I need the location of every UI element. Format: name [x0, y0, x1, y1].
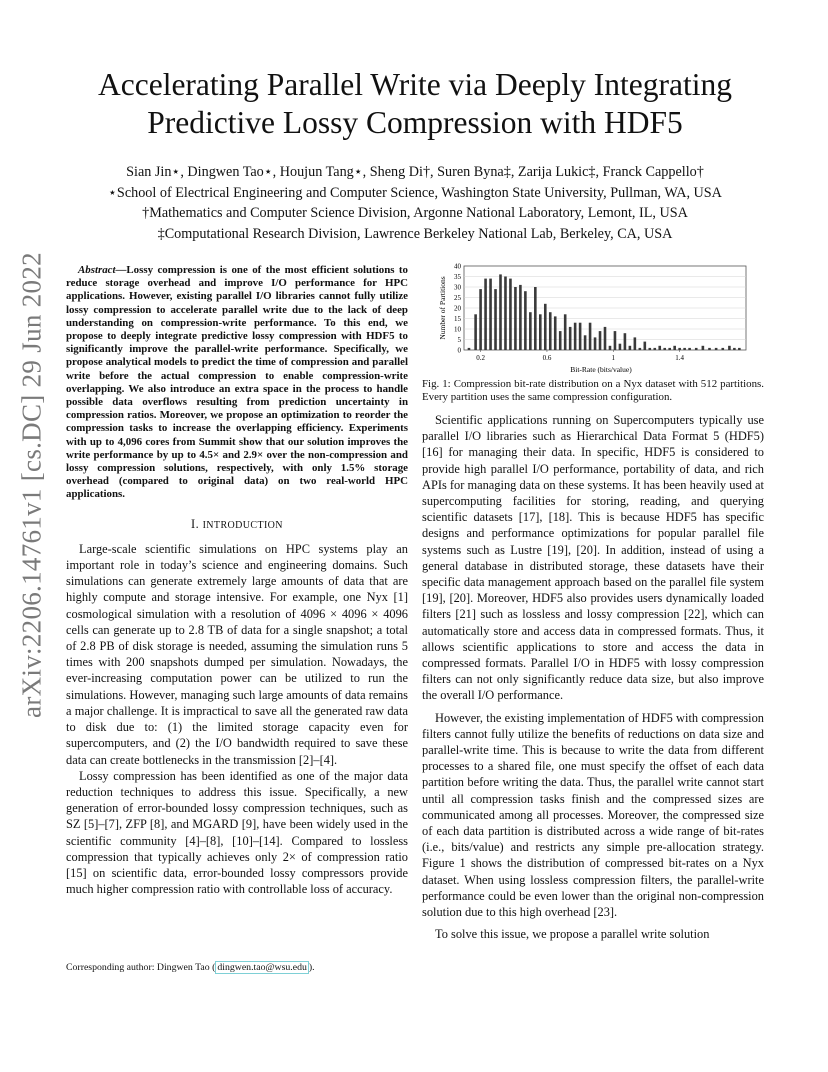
figure-1-caption: Fig. 1: Compression bit-rate distribution on a Nyx dataset with 512 partitions. Every partition uses the same compression configuration.	[422, 378, 764, 404]
section-title: INTRODUCTION	[202, 519, 283, 531]
section-number: I.	[191, 516, 200, 531]
abstract-text: —Lossy compression is one of the most efficient solutions to reduce storage overhead and improve I/O performance for HPC applications. However, existing parallel I/O libraries cannot fully utilize lossy compression to accelerate parallel write due to the lack of deep understanding on compression-write performance. To this end, we propose to deeply integrate predictive lossy compression with HDF5 to significantly improve the parallel-write performance. Specifically, we propose analytical models to predict the time of compression and parallel write before the actual compression to enable compression-write overlapping. We also introduce an extra space in the process to handle possible data overflows resulting from prediction uncertainty in compression ratios. Moreover, we propose an optimization to reorder the compression tasks to increase the overlapping efficiency. Experiments with up to 4,096 cores from Summit show that our solution improves the write performance by up to 4.5× and 2.9× over the non-compression and lossy compression solutions, respectively, with only 1.5% storage overhead (compared to original data) on two real-world HPC applications.	[66, 264, 408, 501]
histogram-bar	[648, 348, 651, 350]
histogram-bar	[489, 279, 492, 350]
histogram-bar	[599, 331, 602, 350]
histogram-bar	[594, 337, 597, 350]
histogram-bar	[468, 348, 471, 350]
histogram-bar	[629, 346, 632, 350]
histogram-bar	[715, 348, 718, 350]
y-tick-label: 25	[454, 294, 461, 302]
right-paragraph-3: To solve this issue, we propose a parallel write solution	[435, 927, 710, 942]
histogram-bar	[584, 335, 587, 350]
histogram-bar	[544, 304, 547, 350]
histogram-bar	[702, 346, 705, 350]
histogram-bar	[688, 348, 691, 350]
right-paragraph-1: Scientific applications running on Supercomputers typically use parallel I/O libraries such as Hierarchical Data Format 5 (HDF5) [16] for managing their data. In specific, HDF5 is considered to provide high parallel I/O performance, portability of data, and rich APIs for managing data on these systems. It has been heavily used at supercomputing facilities for storing, reading, and querying scientific datasets [17], [18]. This is because HDF5 has specific designs and performance optimizations for popular parallel file systems such as Lustre [19], [20]. In addition, instead of using a general database in distributed storage, these datasets have their specific data management approach based on the parallel file system [19], [20]. Moreover, HDF5 also provides users dynamically loaded filters [21] such as lossless and lossy compression [22], which can automatically store and access data in compressed formats. Thus, it allows scientific applications to store and access the data in compressed formats. Parallel I/O in HDF5 with lossy compression filters can not only significantly reduce data size, but also improve the overall I/O performance.	[422, 413, 764, 703]
footnote-suffix: ).	[308, 962, 315, 973]
y-tick-label: 10	[454, 325, 461, 334]
arxiv-identifier	[8, 252, 56, 718]
y-tick-label: 5	[457, 336, 461, 344]
affiliation-2: †Mathematics and Computer Science Division, Argonne National Laboratory, Lemont, IL, USA	[142, 205, 688, 221]
paper-title	[60, 66, 770, 142]
y-tick-label: 30	[454, 283, 461, 292]
histogram-bar	[708, 348, 711, 350]
affiliation-3: ‡Computational Research Division, Lawrence Berkeley National Lab, Berkeley, CA, USA	[157, 225, 673, 242]
y-axis-label: Number of Partitions	[438, 276, 447, 340]
title-line-1: Accelerating Parallel Write via Deeply Integrating	[98, 67, 732, 102]
histogram-bar	[678, 348, 681, 350]
affiliation-1: ⋆School of Electrical Engineering and Computer Science, Washington State University, Pullman, WA, USA	[108, 184, 722, 201]
intro-paragraph-1: Large-scale scientific simulations on HPC systems play an important role in today’s science and engineering domains. Such simulations can generate extremely large amounts of data that are highly compute and storage intensive. For example, one Nyx [1] cosmological simulation with a resolution of 4096 × 4096 × 4096 cells can generate up to 2.8 TB of data for a single snapshot; a total of 2.8 PB of disk storage is needed, assuming the simulation runs 5 times with 200 snapshots dumped per simulation. Nowadays, the ever-increasing computation power can be utilized to run the simulations. However, managing such large amounts of data remains a major challenge. It is impractical to save all the generated raw data to disk due to: (1) the limited storage capacity even for supercomputers, and (2) the I/O bandwidth required to save these data can create bottlenecks in the transmission [2]–[4].	[66, 541, 408, 767]
bitrate-histogram	[434, 262, 754, 374]
histogram-bar	[695, 348, 698, 350]
figure-1	[434, 262, 754, 374]
histogram-bar	[624, 333, 627, 350]
histogram-bar	[494, 289, 497, 350]
histogram-bar	[604, 327, 607, 350]
x-tick-label: 1	[611, 354, 616, 362]
histogram-bar	[614, 331, 617, 350]
x-axis-label: Bit-Rate (bits/value)	[570, 365, 632, 374]
histogram-bar	[653, 348, 656, 350]
histogram-bar	[644, 342, 647, 350]
histogram-bar	[509, 279, 512, 350]
right-paragraph-2: However, the existing implementation of HDF5 with compression filters cannot fully utilize the benefits of reductions on data size and parallel-write time. This is because to write the data from different processes to a shared file, one must specify the offset of each data partition before writing the data. Thus, the parallel write cannot start until all compression tasks finish and the compressed sizes are communicated among all processes. Moreover, the compressed size of each data partition is distributed across a wide range of bit-rates (i.e., bits/value) and restricts any simple pre-allocation strategy. Figure 1 shows the distribution of compressed bit-rates on a Nyx dataset. When using lossless compression filters, the parallel-write performance could be even lower than the original non-compression solution due to this high overhead [23].	[422, 710, 764, 920]
author-block	[60, 162, 770, 244]
histogram-bar	[554, 316, 557, 350]
histogram-bar	[683, 348, 686, 350]
histogram-bar	[549, 312, 552, 350]
histogram-bar	[733, 348, 736, 350]
histogram-bar	[539, 314, 542, 350]
histogram-bar	[728, 346, 731, 350]
y-tick-label: 35	[454, 273, 461, 281]
histogram-bar	[574, 323, 577, 350]
histogram-bar	[569, 327, 572, 350]
histogram-bar	[673, 346, 676, 350]
x-tick-label: 1.4	[675, 354, 685, 362]
abstract-label: Abstract	[78, 264, 116, 276]
title-line-2: Predictive Lossy Compression with HDF5	[147, 105, 683, 140]
histogram-bar	[484, 279, 487, 350]
histogram-bar	[564, 314, 567, 350]
intro-paragraph-2: Lossy compression has been identified as one of the major data reduction techniques to address this issue. Specifically, a new generation of error-bounded lossy compression techniques, such as SZ [5]–[7], ZFP [8], and MGARD [9], have been widely used in the scientific community [4]–[8], [10]–[14]. Compared to lossless compression that typically achieves only 2× of compression ratio [15] on scientific data, error-bounded lossy compressors provide much higher compression ratio with controllable loss of accuracy.	[66, 768, 408, 897]
y-tick-label: 40	[454, 262, 461, 271]
histogram-bar	[529, 312, 532, 350]
arxiv-identifier-text: arXiv:2206.14761v1 [cs.DC] 29 Jun 2022	[16, 252, 47, 718]
histogram-bar	[663, 348, 666, 350]
histogram-bar	[639, 348, 642, 350]
histogram-bar	[559, 331, 562, 350]
footnote	[66, 962, 408, 974]
histogram-bar	[474, 314, 477, 350]
author-names: Sian Jin⋆, Dingwen Tao⋆, Houjun Tang⋆, Sheng Di†, Suren Byna‡, Zarija Lukic‡, Franck Cappello†	[126, 164, 704, 180]
section-heading-introduction	[66, 516, 408, 534]
y-tick-label: 0	[457, 346, 461, 355]
histogram-bar	[634, 337, 637, 350]
histogram-bar	[504, 277, 507, 351]
histogram-bar	[658, 346, 661, 350]
footnote-prefix: Corresponding author: Dingwen Tao (	[66, 962, 216, 973]
author-email-link[interactable]: dingwen.tao@wsu.edu	[217, 962, 307, 973]
histogram-bar	[721, 348, 724, 350]
histogram-bar	[589, 323, 592, 350]
histogram-bar	[524, 291, 527, 350]
histogram-bar	[738, 348, 741, 350]
histogram-bar	[519, 285, 522, 350]
x-tick-label: 0.6	[542, 354, 552, 362]
abstract	[66, 264, 408, 502]
histogram-bar	[668, 348, 671, 350]
right-column	[422, 412, 764, 943]
y-tick-label: 15	[454, 315, 461, 323]
histogram-bar	[534, 287, 537, 350]
histogram-bar	[579, 323, 582, 350]
y-tick-label: 20	[454, 304, 461, 313]
histogram-bar	[514, 287, 517, 350]
histogram-bar	[499, 274, 502, 350]
histogram-bar	[609, 346, 612, 350]
x-tick-label: 0.2	[476, 354, 485, 362]
left-column	[66, 264, 408, 897]
histogram-bar	[479, 289, 482, 350]
histogram-bar	[619, 344, 622, 350]
